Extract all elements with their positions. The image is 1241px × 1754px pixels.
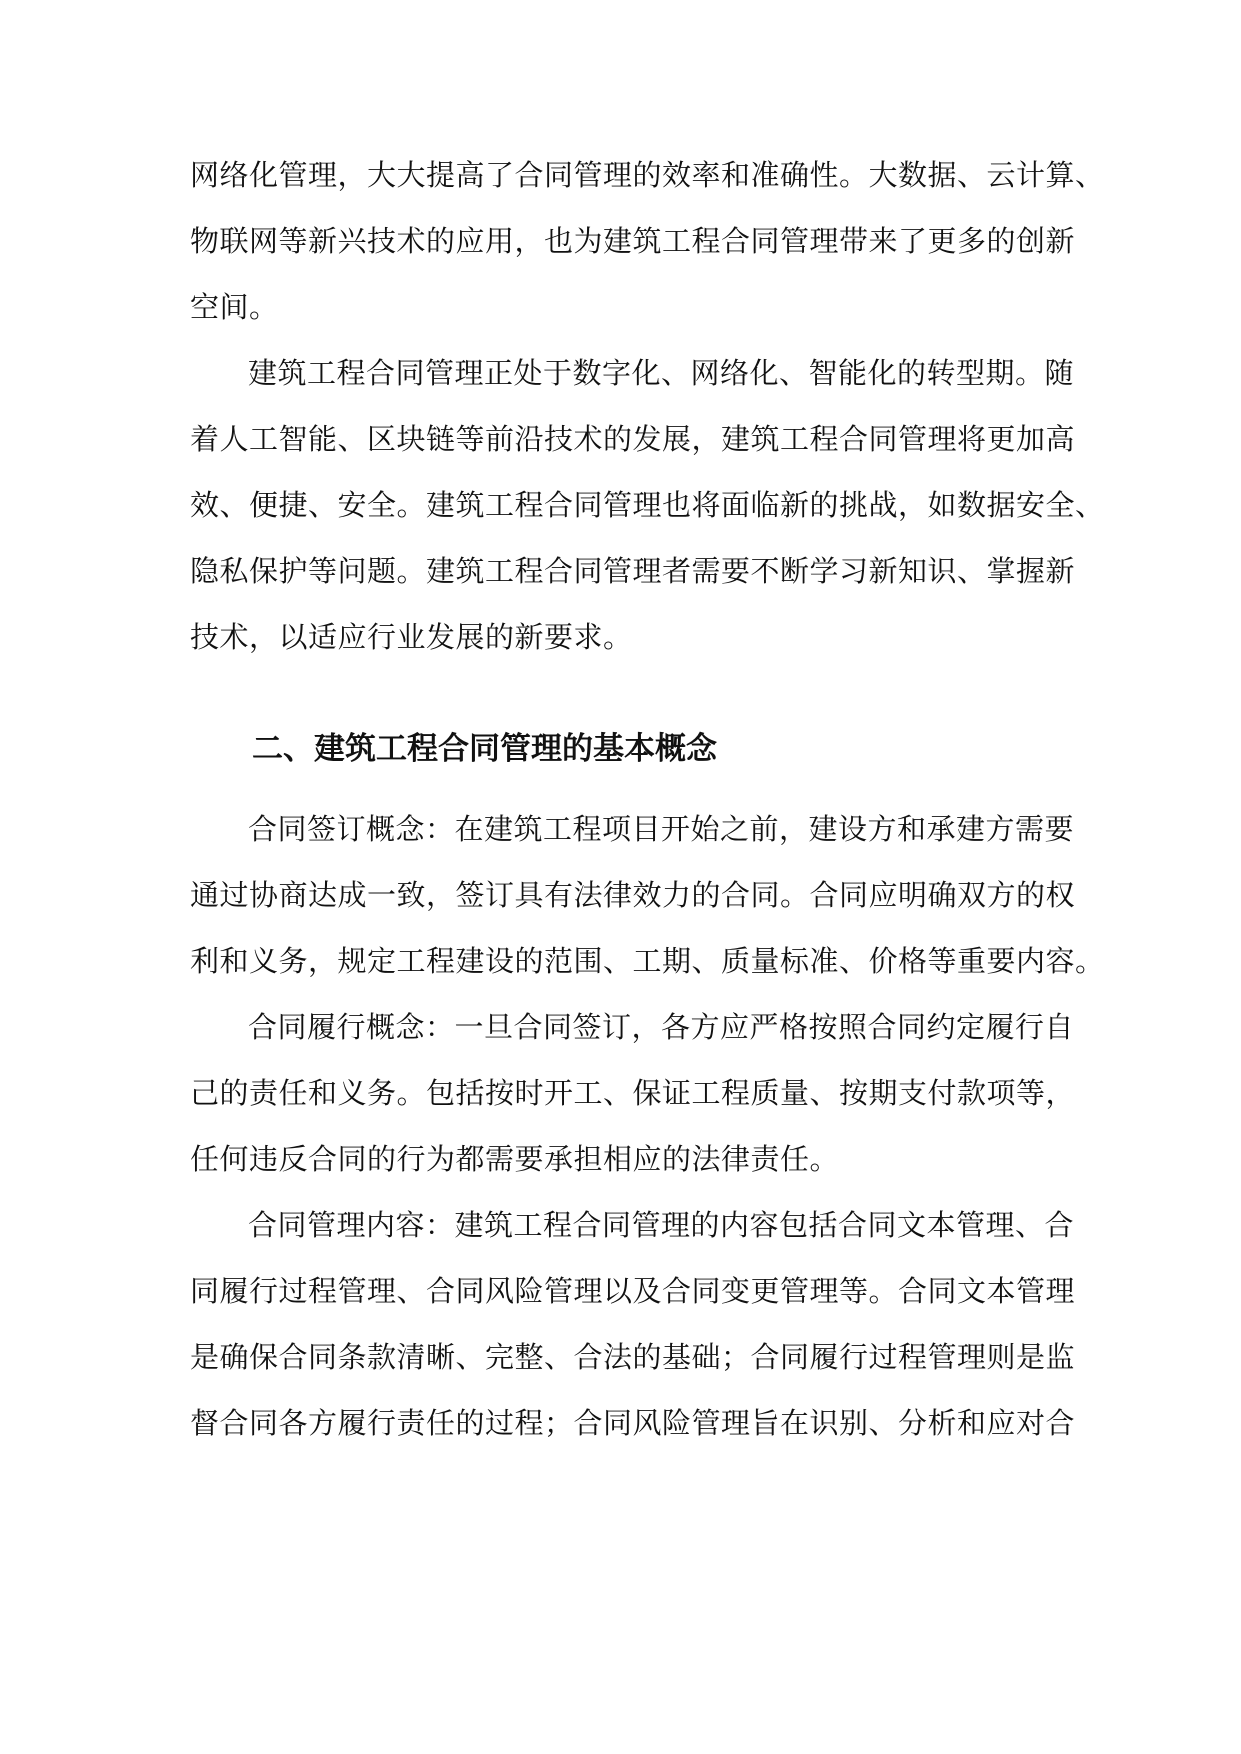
paragraph-line: 隐私保护等问题。建筑工程合同管理者需要不断学习新知识、掌握新 xyxy=(190,554,1076,588)
paragraph-line: 效、便捷、安全。建筑工程合同管理也将面临新的挑战，如数据安全、 xyxy=(190,488,1105,522)
paragraph-line: 督合同各方履行责任的过程；合同风险管理旨在识别、分析和应对合 xyxy=(190,1406,1076,1440)
paragraph-line: 任何违反合同的行为都需要承担相应的法律责任。 xyxy=(190,1142,840,1176)
paragraph-line: 己的责任和义务。包括按时开工、保证工程质量、按期支付款项等， xyxy=(190,1076,1076,1110)
signing-paragraph xyxy=(190,796,1105,994)
document-body xyxy=(190,142,1105,1456)
paragraph-line: 着人工智能、区块链等前沿技术的发展，建筑工程合同管理将更加高 xyxy=(190,422,1076,456)
paragraph-line: 是确保合同条款清晰、完整、合法的基础；合同履行过程管理则是监 xyxy=(190,1340,1076,1374)
paragraph-line: 技术，以适应行业发展的新要求。 xyxy=(190,620,633,654)
transition-paragraph xyxy=(190,340,1105,670)
paragraph-line: 利和义务，规定工程建设的范围、工期、质量标准、价格等重要内容。 xyxy=(190,944,1105,978)
management-paragraph xyxy=(190,1192,1076,1456)
paragraph-line: 同履行过程管理、合同风险管理以及合同变更管理等。合同文本管理 xyxy=(190,1274,1076,1308)
paragraph-line: 建筑工程合同管理正处于数字化、网络化、智能化的转型期。随 xyxy=(248,356,1075,390)
paragraph-line: 合同管理内容：建筑工程合同管理的内容包括合同文本管理、合 xyxy=(248,1208,1075,1242)
paragraph-line: 合同履行概念：一旦合同签订，各方应严格按照合同约定履行自 xyxy=(248,1010,1075,1044)
paragraph-line: 物联网等新兴技术的应用，也为建筑工程合同管理带来了更多的创新 xyxy=(190,224,1076,258)
section-heading: 二、建筑工程合同管理的基本概念 xyxy=(252,731,717,767)
intro-paragraph xyxy=(190,142,1105,340)
paragraph-line: 合同签订概念：在建筑工程项目开始之前，建设方和承建方需要 xyxy=(248,812,1075,846)
paragraph-line: 空间。 xyxy=(190,290,279,324)
performance-paragraph xyxy=(190,994,1076,1192)
paragraph-line: 网络化管理，大大提高了合同管理的效率和准确性。大数据、云计算、 xyxy=(190,158,1105,192)
paragraph-line: 通过协商达成一致，签订具有法律效力的合同。合同应明确双方的权 xyxy=(190,878,1076,912)
